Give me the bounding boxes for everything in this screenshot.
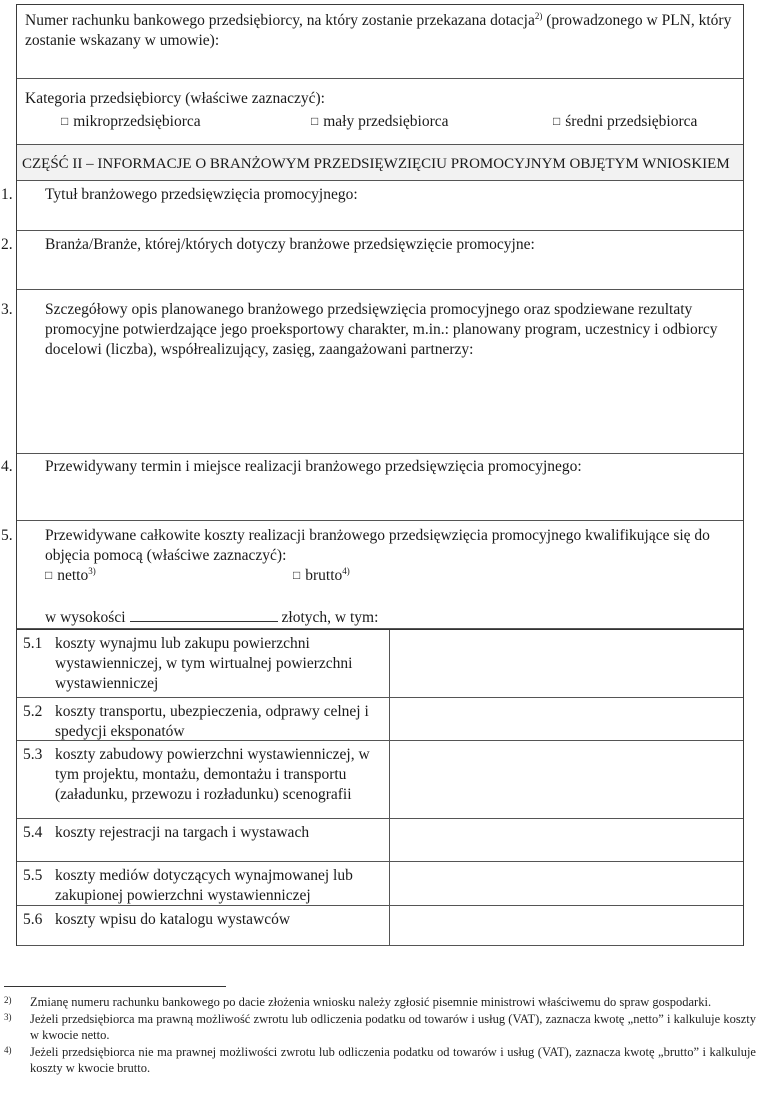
row-value-input[interactable] — [390, 819, 743, 861]
amount-input[interactable] — [130, 607, 278, 622]
row-number: 5.4 — [23, 824, 43, 841]
cost-breakdown-table — [17, 629, 743, 946]
row-value-input[interactable] — [390, 741, 743, 818]
item-number — [3, 11, 25, 31]
item-label-cont: (prowadzonego w PLN, który zostanie wskazany w umowie): — [25, 12, 732, 49]
item-label: Tytuł branżowego przedsięwzięcia promocyjnego: — [45, 186, 358, 203]
checkbox-icon[interactable]: □ — [61, 114, 69, 128]
item-number: 1. — [1, 186, 13, 203]
item-number: 4. — [1, 458, 13, 475]
row-number: 5.1 — [23, 635, 43, 652]
table-row — [17, 698, 743, 741]
row-number: 5.5 — [23, 867, 43, 884]
field-date-place[interactable] — [1, 454, 743, 521]
checkbox-label: mikroprzedsiębiorca — [73, 113, 201, 130]
footnote-separator — [4, 986, 226, 987]
checkbox-label: brutto — [305, 567, 343, 584]
field-project-title[interactable] — [1, 181, 743, 231]
field-project-description[interactable] — [1, 290, 743, 454]
checkbox-small[interactable] — [311, 112, 553, 132]
item-label: Przewidywane całkowite koszty realizacji branżowego przedsięwzięcia promocyjnego kwalifikujące się do objęcia pomocą (właściwe zaznaczyć): — [45, 527, 710, 564]
row-value-input[interactable] — [390, 698, 743, 740]
row-number: 5.6 — [23, 911, 43, 928]
item-number: 3. — [1, 301, 13, 318]
vat-options — [17, 566, 743, 586]
footnote — [4, 1011, 756, 1043]
table-row — [17, 629, 743, 698]
amount-line — [17, 607, 743, 628]
checkbox-medium[interactable] — [553, 112, 697, 132]
row-value-input[interactable] — [390, 862, 743, 905]
row-number: 5.2 — [23, 703, 43, 720]
checkbox-icon[interactable]: □ — [311, 114, 319, 128]
field-enterprise-category — [17, 79, 743, 145]
footnote — [4, 1044, 756, 1076]
footnote-ref[interactable]: 4) — [342, 566, 350, 576]
checkbox-brutto[interactable] — [293, 566, 350, 586]
checkbox-icon[interactable]: □ — [45, 568, 53, 582]
table-row — [17, 741, 743, 819]
item-number: 5. — [1, 527, 13, 544]
row-number: 5.3 — [23, 746, 43, 763]
checkbox-label: netto — [57, 567, 89, 584]
item-label: Branża/Branże, której/których dotyczy branżowe przedsięwzięcie promocyjne: — [45, 236, 535, 253]
field-total-costs — [1, 521, 743, 629]
item-label: Numer rachunku bankowego przedsiębiorcy, na który zostanie przekazana dotacja — [25, 12, 535, 29]
footnote-text: Jeżeli przedsiębiorca nie ma prawnej możliwości zwrotu lub odliczenia podatku od towarów i usług (VAT), zaznacza kwotę „brutto” i kalkuluje koszty w kwocie brutto. — [30, 1045, 756, 1075]
part2-header-row — [17, 145, 743, 181]
checkbox-netto[interactable] — [45, 566, 293, 586]
footnote-text: Jeżeli przedsiębiorca ma prawną możliwość zwrotu lub odliczenia podatku od towarów i usług (VAT), zaznacza kwotę „netto” i kalkuluje koszty w kwocie netto. — [30, 1012, 756, 1042]
item-label: Kategoria przedsiębiorcy (właściwe zaznaczyć): — [25, 90, 325, 107]
checkbox-micro[interactable] — [61, 112, 311, 132]
table-row — [17, 862, 743, 906]
row-label: koszty zabudowy powierzchni wystawienniczej, w tym projektu, montażu, demontażu i transportu (załadunku, przewozu i rozładunku) scenografii — [55, 746, 370, 803]
footnote-mark: 3) — [4, 1012, 12, 1022]
checkbox-icon[interactable]: □ — [553, 114, 561, 128]
checkbox-icon[interactable]: □ — [293, 568, 301, 582]
footnote — [4, 994, 756, 1010]
footnote-mark: 4) — [4, 1045, 12, 1055]
category-options — [17, 112, 743, 132]
footnote-mark: 2) — [4, 995, 12, 1005]
row-label: koszty rejestracji na targach i wystawach — [55, 824, 310, 841]
table-row — [17, 906, 743, 946]
item-number — [3, 89, 25, 109]
application-form — [1, 4, 744, 946]
row-value-input[interactable] — [390, 906, 743, 945]
footnote-ref[interactable]: 2) — [534, 11, 543, 21]
footnote-ref[interactable]: 3) — [88, 566, 96, 576]
item-label: Szczegółowy opis planowanego branżowego przedsięwzięcia promocyjnego oraz spodziewane rezultaty promocyjne potwierdzające jego proeksportowy charakter, m.in.: planowany program, uczestnicy i odbiorcy docelowi (liczba), współrealizujący, zasięg, zaangażowani partnerzy: — [45, 301, 718, 358]
amount-prefix: w wysokości — [45, 609, 126, 626]
field-industry[interactable] — [1, 231, 743, 290]
row-label: koszty wynajmu lub zakupu powierzchni wystawienniczej, w tym wirtualnej powierzchni wystawienniczej — [55, 635, 353, 692]
footnote-text: Zmianę numeru rachunku bankowego po dacie złożenia wniosku należy zgłosić pisemnie ministrowi właściwemu do spraw gospodarki. — [30, 995, 712, 1009]
field-bank-account[interactable] — [17, 5, 743, 79]
checkbox-label: mały przedsiębiorca — [323, 113, 449, 130]
section-header: CZĘŚĆ II – INFORMACJE O BRANŻOWYM PRZEDSIĘWZIĘCIU PROMOCYJNYM OBJĘTYM WNIOSKIEM — [17, 145, 743, 180]
table-row — [17, 819, 743, 862]
item-label: Przewidywany termin i miejsce realizacji branżowego przedsięwzięcia promocyjnego: — [45, 458, 582, 475]
row-value-input[interactable] — [390, 630, 743, 697]
row-label: koszty wpisu do katalogu wystawców — [55, 911, 291, 928]
checkbox-label: średni przedsiębiorca — [565, 113, 698, 130]
row-label: koszty mediów dotyczących wynajmowanej lub zakupionej powierzchni wystawienniczej — [55, 867, 353, 904]
footnotes — [4, 994, 756, 1077]
row-label: koszty transportu, ubezpieczenia, odprawy celnej i spedycji eksponatów — [55, 703, 369, 740]
item-number: 2. — [1, 236, 13, 253]
amount-suffix: złotych, w tym: — [281, 609, 379, 626]
